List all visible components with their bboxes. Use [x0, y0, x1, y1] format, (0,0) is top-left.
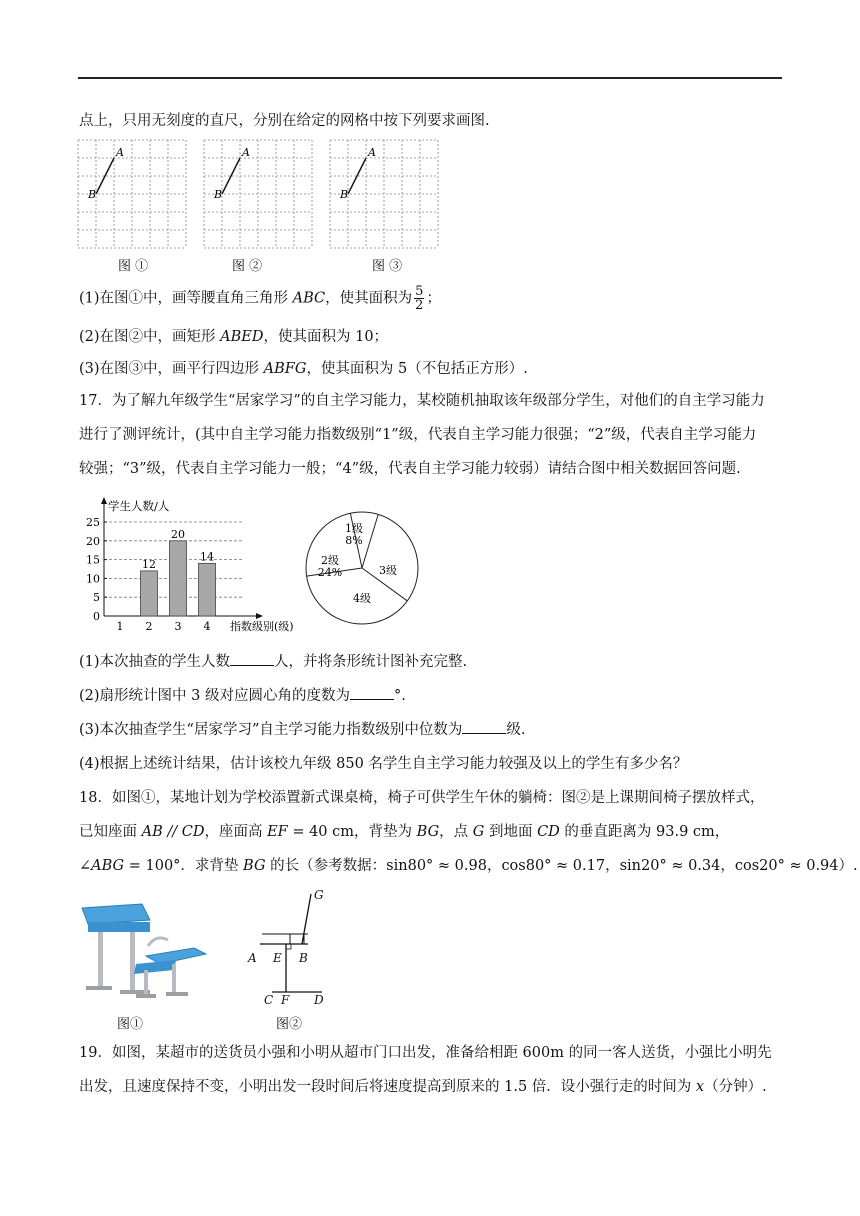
- x-tick-label: 4: [203, 620, 211, 633]
- header-rule: [78, 77, 782, 79]
- grid-figure-1-label: 图 ①: [118, 259, 149, 274]
- fraction: $\frac{5}{2}$: [415, 284, 424, 313]
- label-a: A: [116, 146, 124, 159]
- q17-line1: 17．为了解九年级学生“居家学习”的自主学习能力，某校随机抽取该年级部分学生，对他们的自主学习能力: [79, 393, 765, 409]
- x-tick-label: 3: [174, 620, 182, 633]
- desk-chair-illustration: [76, 886, 216, 1016]
- label-a: A: [242, 146, 250, 159]
- q17-part4: (4)根据上述统计结果，估计该校九年级 850 名学生自主学习能力较强及以上的学生有多少名？: [79, 756, 688, 772]
- q17-line3: 较强；“3”级，代表自主学习能力一般；“4”级，代表自主学习能力较弱）请结合图中相关数据回答问题.: [79, 461, 741, 477]
- label-g: G: [314, 888, 324, 902]
- answer-blank[interactable]: [462, 719, 506, 734]
- bar: [141, 571, 158, 616]
- pie-slice-name: 1级: [345, 522, 363, 535]
- y-axis-arrow: [101, 497, 107, 504]
- pie-chart: [302, 508, 422, 628]
- q19-line1: 19．如图，某超市的送货员小强和小明从超市门口出发，准备给相距 600m 的同一客人送货，小强比小明先: [79, 1045, 772, 1061]
- bar-chart: [78, 492, 318, 642]
- label-b: B: [299, 951, 308, 965]
- y-tick-label: 0: [93, 610, 100, 623]
- bar: [199, 563, 216, 616]
- bar-value-label: 12: [142, 557, 156, 571]
- grid-figure-2: [204, 140, 312, 248]
- fig2-label: 图②: [276, 1017, 303, 1032]
- fig1-label: 图①: [117, 1017, 144, 1032]
- y-tick-label: 20: [86, 534, 100, 548]
- pie-slice-percent: 8%: [345, 534, 363, 547]
- y-tick-label: 15: [86, 553, 100, 567]
- answer-blank[interactable]: [350, 685, 394, 700]
- pie-slice-name: 2级: [321, 554, 339, 567]
- q17-line2: 进行了测评统计，(其中自主学习能力指数级别“1”级，代表自主学习能力很强；“2”级，代表自主学习能力: [79, 427, 757, 443]
- q18-line2: 已知座面 AB // CD，座面高 EF = 40 cm，背垫为 BG，点 G 到地面 CD 的垂直距离为 93.9 cm，: [79, 824, 730, 840]
- q17-part3: (3)本次抽查学生“居家学习”自主学习能力指数级别中位数为 级.: [79, 719, 525, 741]
- label-d: D: [314, 993, 324, 1007]
- chair-geometry-diagram: [244, 886, 354, 1016]
- label-b: B: [340, 188, 349, 201]
- pie-slice-name: 4级: [353, 592, 371, 605]
- pie-divider: [362, 514, 378, 568]
- grid-figure-3: [330, 140, 438, 248]
- y-tick-label: 10: [86, 572, 100, 586]
- q17-part1: (1)本次抽查的学生人数 人，并将条形统计图补充完整.: [79, 651, 467, 673]
- label-f: F: [281, 993, 290, 1007]
- q16-part2: (2)在图②中，画矩形 ABED，使其面积为 10；: [79, 329, 389, 345]
- y-tick-label: 5: [93, 591, 100, 605]
- bar-value-label: 14: [200, 550, 214, 564]
- y-axis-label: 学生人数/人: [108, 499, 170, 513]
- label-a: A: [248, 951, 257, 965]
- q18-line3: ∠ABG = 100°．求背垫 BG 的长（参考数据：sin80° ≈ 0.98，cos80° ≈ 0.17，sin20° ≈ 0.34，cos20° ≈ 0.94）.: [79, 858, 858, 874]
- label-a: A: [368, 146, 376, 159]
- x-tick-label: 2: [145, 620, 153, 633]
- grid-figure-3-label: 图 ③: [372, 259, 403, 274]
- grid-figure-1: [78, 140, 186, 248]
- y-tick-label: 25: [86, 516, 100, 529]
- q18-line1: 18．如图①，某地计划为学校添置新式课桌椅，椅子可供学生午休的躺椅：图②是上课期间椅子摆放样式，: [79, 790, 765, 806]
- q19-line2: 出发，且速度保持不变，小明出发一段时间后将速度提高到原来的 1.5 倍．设小强行走的时间为 x（分钟）.: [79, 1079, 767, 1095]
- grid-figure-2-label: 图 ②: [232, 259, 263, 274]
- x-axis-arrow: [256, 613, 263, 619]
- label-b: B: [88, 188, 97, 201]
- x-tick-label: 1: [116, 620, 124, 633]
- label-c: C: [264, 993, 274, 1007]
- q17-part2: (2)扇形统计图中 3 级对应圆心角的度数为 °.: [79, 685, 406, 707]
- label-e: E: [273, 951, 282, 965]
- intro-line: 点上，只用无刻度的直尺，分别在给定的网格中按下列要求画图.: [79, 113, 490, 129]
- pie-slice-percent: 24%: [317, 566, 343, 579]
- bar-value-label: 20: [171, 527, 185, 541]
- q16-part3: (3)在图③中，画平行四边形 ABFG，使其面积为 5（不包括正方形）.: [79, 361, 528, 377]
- q16-part1: (1)在图①中，画等腰直角三角形 ABC，使其面积为 $\frac{5}{2}$ ；: [79, 284, 441, 313]
- x-axis-label: 指数级别(级): [230, 620, 294, 633]
- label-b: B: [214, 188, 223, 201]
- pie-slice-name: 3级: [379, 564, 397, 577]
- answer-blank[interactable]: [230, 651, 274, 666]
- bar: [170, 541, 187, 616]
